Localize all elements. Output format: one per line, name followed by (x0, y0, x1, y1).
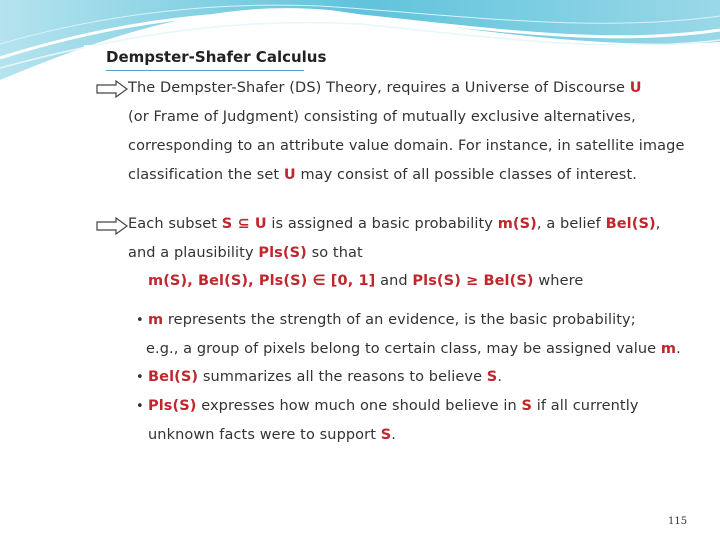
para1-line3: corresponding to an attribute value domain. For instance, in satellite image (128, 138, 685, 154)
bullet2-line: Bel(S) summarizes all the reasons to believe S. (148, 369, 503, 385)
title-underline (106, 70, 304, 71)
bullet3-line1: Pls(S) expresses how much one should believe in S if all currently (148, 398, 639, 414)
slide-content-image (84, 45, 685, 450)
bullet-dot: • (136, 399, 144, 414)
bullet1-line2: e.g., a group of pixels belong to certain class, may be assigned value m. (146, 341, 681, 357)
arrow-right-icon (96, 80, 128, 98)
para2-formula: m(S), Bel(S), Pls(S) ∈ [0, 1] and Pls(S) ≥ Bel(S) where (148, 273, 584, 289)
para2-line1: Each subset S ⊆ U is assigned a basic probability m(S), a belief Bel(S), (128, 216, 661, 232)
para1-line2: (or Frame of Judgment) consisting of mutually exclusive alternatives, (128, 109, 636, 125)
para2-line2: and a plausibility Pls(S) so that (128, 245, 363, 261)
para1-line1: The Dempster-Shafer (DS) Theory, requires a Universe of Discourse U (128, 80, 642, 96)
bullet3-line2: unknown facts were to support S. (148, 427, 396, 443)
slide-title: Dempster-Shafer Calculus (106, 48, 327, 66)
bullet-dot: • (136, 370, 144, 385)
bullet-dot: • (136, 313, 144, 328)
bullet1-line1: m represents the strength of an evidence, is the basic probability; (148, 312, 636, 328)
arrow-right-icon (96, 217, 128, 235)
page-number: 115 (668, 516, 688, 527)
para1-line4: classification the set U may consist of all possible classes of interest. (128, 167, 637, 183)
